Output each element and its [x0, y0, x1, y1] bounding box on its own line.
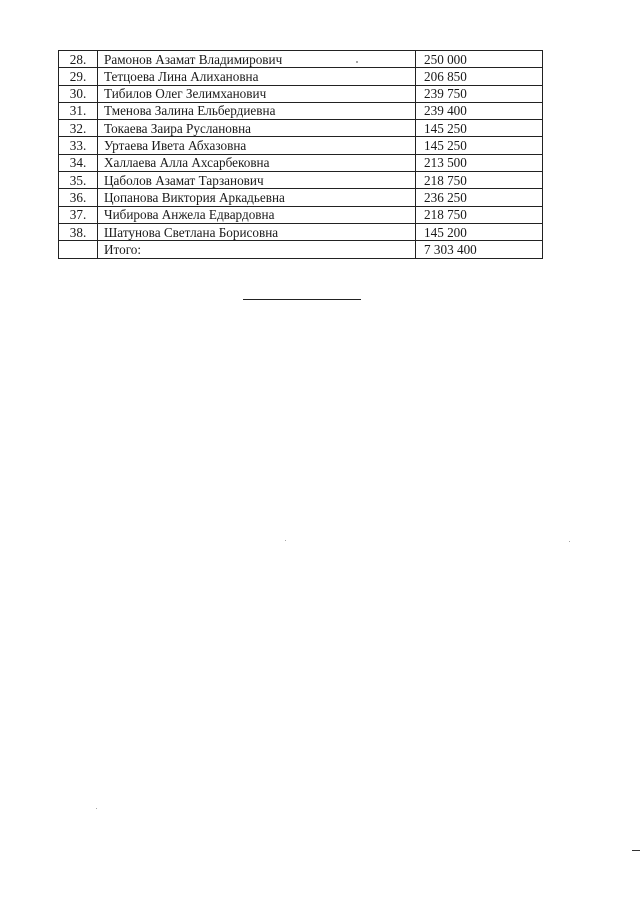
row-number: 36. [59, 189, 98, 206]
person-name: Цаболов Азамат Тарзанович [98, 172, 416, 189]
payment-amount: 239 750 [416, 85, 543, 102]
payment-amount: 236 250 [416, 189, 543, 206]
total-label: Итого: [98, 241, 416, 258]
person-name: Токаева Заира Руслановна [98, 120, 416, 137]
payment-amount: 250 000 [416, 51, 543, 68]
table-row [59, 137, 543, 154]
row-number: 29. [59, 68, 98, 85]
end-of-document-rule [243, 299, 361, 300]
table-row [59, 154, 543, 171]
row-number: 30. [59, 85, 98, 102]
row-number: 28. [59, 51, 98, 68]
table-row [59, 68, 543, 85]
row-number: 34. [59, 154, 98, 171]
table-row [59, 51, 543, 68]
scan-speck [356, 61, 358, 63]
table-row [59, 85, 543, 102]
table-row [59, 102, 543, 119]
table-row [59, 172, 543, 189]
scan-speck [285, 540, 286, 541]
person-name: Чибирова Анжела Едвардовна [98, 206, 416, 223]
payment-amount: 218 750 [416, 172, 543, 189]
row-number: 31. [59, 102, 98, 119]
payment-amount: 218 750 [416, 206, 543, 223]
payment-amount: 239 400 [416, 102, 543, 119]
table-row [59, 206, 543, 223]
scan-speck [96, 808, 97, 809]
row-number: 37. [59, 206, 98, 223]
person-name: Рамонов Азамат Владимирович [98, 51, 416, 68]
total-row [59, 241, 543, 258]
person-name: Цопанова Виктория Аркадьевна [98, 189, 416, 206]
person-name: Тибилов Олег Зелимханович [98, 85, 416, 102]
person-name: Шатунова Светлана Борисовна [98, 223, 416, 240]
total-number-cell [59, 241, 98, 258]
table-row [59, 223, 543, 240]
row-number: 35. [59, 172, 98, 189]
table-row [59, 189, 543, 206]
person-name: Уртаева Ивета Абхазовна [98, 137, 416, 154]
person-name: Халлаева Алла Ахсарбековна [98, 154, 416, 171]
payment-amount: 213 500 [416, 154, 543, 171]
total-amount: 7 303 400 [416, 241, 543, 258]
payment-amount: 145 200 [416, 223, 543, 240]
row-number: 38. [59, 223, 98, 240]
scan-speck [569, 541, 570, 542]
person-name: Тменова Залина Ельбердиевна [98, 102, 416, 119]
payment-amount: 145 250 [416, 120, 543, 137]
payment-amount: 206 850 [416, 68, 543, 85]
payment-amount: 145 250 [416, 137, 543, 154]
payments-table [58, 50, 543, 259]
scan-edge-mark [632, 850, 640, 851]
table-row [59, 120, 543, 137]
row-number: 33. [59, 137, 98, 154]
payments-table-body [59, 51, 543, 259]
row-number: 32. [59, 120, 98, 137]
person-name: Тетцоева Лина Алихановна [98, 68, 416, 85]
